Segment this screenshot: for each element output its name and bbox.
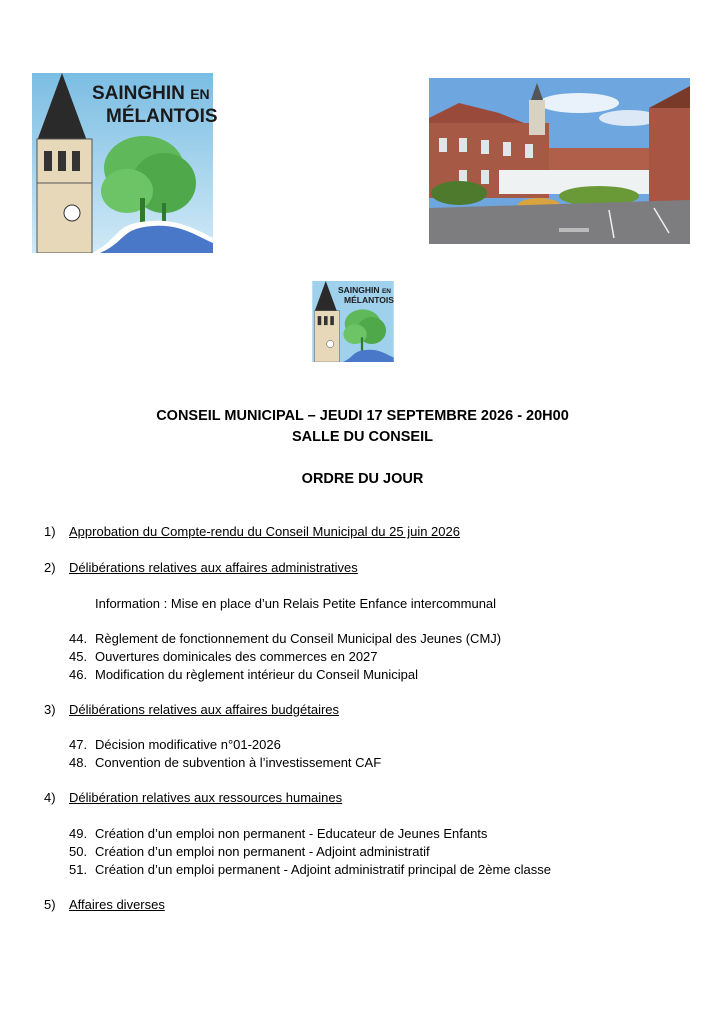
agenda-item: [69, 631, 502, 646]
item-number: 48.: [69, 755, 88, 770]
item-text: Convention de subvention à l’investissement CAF: [95, 755, 382, 770]
agenda-item: [69, 755, 382, 770]
logo-small-line1: SAINGHIN: [338, 285, 380, 295]
agenda-item: [69, 737, 281, 752]
agenda-information: Information : Mise en place d’un Relais Petite Enfance intercommunal: [95, 596, 497, 611]
item-text: Création d’un emploi permanent - Adjoint administratif principal de 2ème classe: [95, 862, 551, 877]
item-text: Modification du règlement intérieur du Conseil Municipal: [95, 667, 419, 682]
item-number: 45.: [69, 649, 88, 664]
agenda-item: [69, 826, 488, 841]
section-number: 5): [44, 897, 56, 912]
item-text: Ouvertures dominicales des commerces en 2027: [95, 649, 378, 664]
logo-small-line1-small: EN: [381, 288, 391, 295]
logo-line2: MÉLANTOIS: [106, 106, 218, 127]
item-number: 49.: [69, 826, 88, 841]
agenda-item: [69, 844, 430, 859]
section-number: 2): [44, 560, 56, 575]
section-title: Délibérations relatives aux affaires administratives: [69, 560, 358, 575]
section-title: Délibération relatives aux ressources humaines: [69, 790, 343, 805]
item-number: 50.: [69, 844, 88, 859]
meeting-title: CONSEIL MUNICIPAL – JEUDI 17 SEPTEMBRE 2026 - 20H00: [156, 408, 569, 424]
agenda-title: ORDRE DU JOUR: [301, 471, 424, 487]
item-text: Création d’un emploi non permanent - Adjoint administratif: [95, 844, 430, 859]
item-text: Décision modificative n°01-2026: [95, 737, 281, 752]
section-title: Délibérations relatives aux affaires budgétaires: [69, 702, 340, 717]
logo-line1: SAINGHIN: [92, 83, 185, 104]
town-hall-photo: [429, 78, 690, 244]
item-number: 51.: [69, 862, 88, 877]
section-number: 4): [44, 790, 56, 805]
logo-line1-small: EN: [190, 86, 210, 102]
agenda-item: [69, 649, 378, 664]
item-number: 47.: [69, 737, 88, 752]
section-title: Approbation du Compte-rendu du Conseil Municipal du 25 juin 2026: [69, 524, 460, 539]
section-number: 3): [44, 702, 56, 717]
agenda-item: [69, 862, 551, 877]
item-text: Règlement de fonctionnement du Conseil Municipal des Jeunes (CMJ): [95, 631, 502, 646]
item-number: 44.: [69, 631, 88, 646]
town-logo: [32, 73, 218, 253]
town-logo-small: [312, 281, 394, 362]
meeting-location: SALLE DU CONSEIL: [292, 429, 433, 445]
logo-small-line2: MÉLANTOIS: [344, 295, 394, 305]
section-title: Affaires diverses: [69, 897, 165, 912]
item-number: 46.: [69, 667, 88, 682]
section-number: 1): [44, 524, 56, 539]
item-text: Création d’un emploi non permanent - Educateur de Jeunes Enfants: [95, 826, 488, 841]
agenda-item: [69, 667, 419, 682]
